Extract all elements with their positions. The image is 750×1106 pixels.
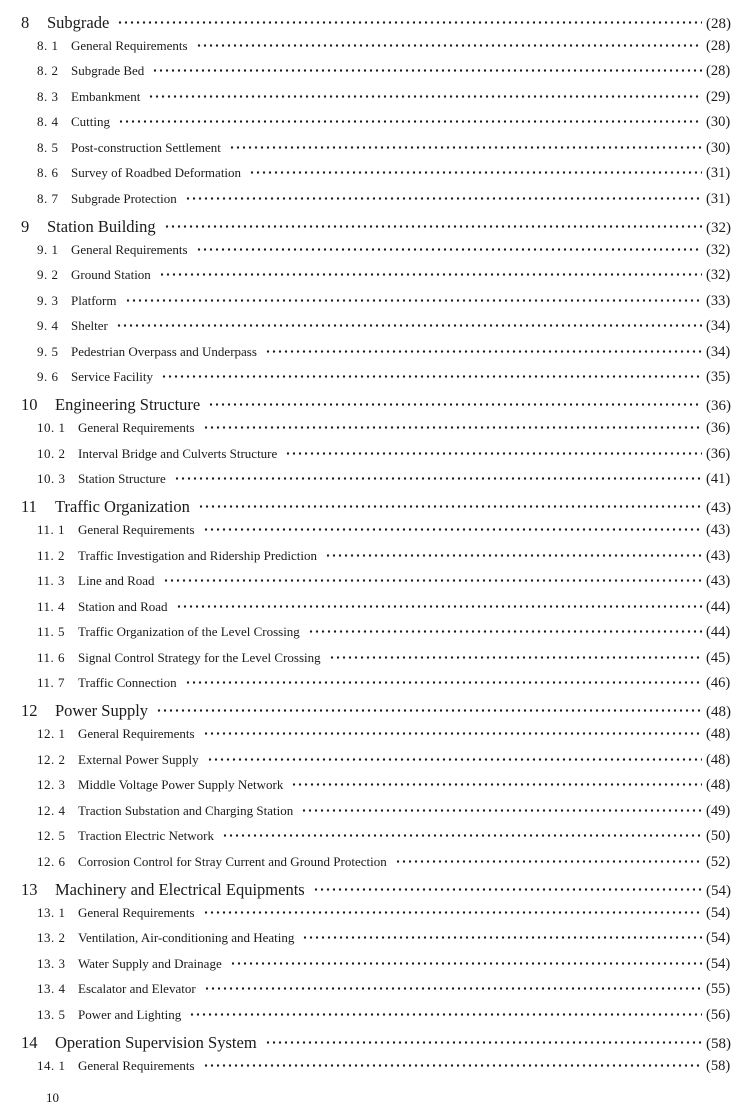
section-title: External Power Supply [78, 751, 199, 767]
dot-leader [203, 419, 702, 432]
chapter-number: 8 [21, 12, 30, 32]
page-reference: (50) [706, 828, 731, 844]
section-title: Embankment [71, 88, 141, 104]
section-title: Pedestrian Overpass and Underpass [71, 343, 257, 359]
page-reference: (48) [706, 777, 731, 793]
section-title: Station and Road [78, 598, 168, 614]
section-title: Cutting [71, 114, 111, 129]
dot-leader [156, 700, 702, 717]
dot-leader [325, 547, 702, 560]
dot-leader [196, 241, 702, 254]
section-title: General Requirements [78, 1057, 195, 1073]
dot-leader [301, 802, 702, 815]
dot-leader [291, 776, 702, 789]
toc-section-entry[interactable] [0, 190, 750, 216]
toc-section-entry[interactable] [0, 164, 750, 190]
page-reference: (28) [706, 37, 731, 54]
dot-leader [203, 725, 702, 738]
section-title: General Requirements [78, 904, 195, 920]
toc-section-entry[interactable] [0, 674, 750, 700]
section-title: Ground Station [71, 267, 151, 282]
toc-chapter-entry[interactable] [0, 496, 750, 522]
chapter-number: 10 [21, 395, 38, 414]
section-number: 9. 1 [37, 241, 59, 257]
dot-leader [229, 139, 702, 152]
dot-leader [185, 190, 702, 203]
chapter-title: Operation Supervision System [55, 1032, 257, 1052]
section-title: General Requirements [71, 241, 188, 257]
page-reference: (32) [706, 219, 731, 236]
page-reference: (54) [706, 904, 731, 921]
page-reference: (44) [706, 624, 731, 640]
chapter-number: 13 [21, 879, 38, 899]
page-reference: (34) [706, 318, 731, 334]
toc-chapter-entry[interactable] [0, 394, 750, 420]
toc-section-entry[interactable] [0, 572, 750, 598]
section-title: Ventilation, Air-conditioning and Heating [78, 930, 295, 945]
section-number: 12. 2 [37, 751, 66, 767]
section-number: 10. 1 [37, 420, 66, 435]
dot-leader [285, 445, 702, 458]
page-reference: (36) [706, 420, 731, 436]
section-number: 9. 5 [37, 343, 59, 359]
section-title: General Requirements [78, 522, 195, 537]
page-reference: (43) [706, 500, 731, 516]
page-number: 10 [46, 1090, 59, 1105]
page-reference: (33) [706, 292, 731, 309]
section-title: Shelter [71, 318, 108, 333]
section-number: 8. 4 [37, 114, 59, 129]
dot-leader [203, 1057, 702, 1070]
toc-section-entry[interactable] [0, 1057, 750, 1083]
dot-leader [117, 11, 702, 28]
page-reference: (30) [706, 139, 731, 156]
dot-leader [159, 266, 702, 279]
dot-leader [125, 292, 703, 305]
section-number: 11. 7 [37, 675, 66, 690]
toc-section-entry[interactable] [0, 904, 750, 930]
dot-leader [302, 929, 702, 942]
toc-chapter-entry[interactable] [0, 11, 750, 37]
section-number: 8. 3 [37, 88, 59, 104]
section-number: 13. 5 [37, 1006, 66, 1022]
dot-leader [148, 88, 702, 101]
section-number: 8. 5 [37, 139, 59, 155]
section-number: 8. 6 [37, 165, 59, 180]
section-number: 9. 4 [37, 318, 59, 333]
page-reference: (31) [706, 165, 731, 181]
dot-leader [230, 955, 702, 968]
dot-leader [198, 496, 702, 513]
toc-section-entry[interactable] [0, 547, 750, 573]
section-number: 12. 1 [37, 726, 66, 741]
toc-section-entry[interactable] [0, 802, 750, 828]
chapter-title: Machinery and Electrical Equipments [55, 879, 305, 899]
table-of-contents [0, 11, 750, 1082]
toc-chapter-entry[interactable] [0, 215, 750, 241]
page-reference: (46) [706, 675, 731, 691]
dot-leader [161, 368, 702, 381]
section-number: 12. 3 [37, 777, 66, 792]
chapter-number: 12 [21, 701, 38, 720]
section-title: Water Supply and Drainage [78, 955, 222, 971]
page-reference: (52) [706, 853, 731, 870]
section-number: 11. 2 [37, 547, 66, 563]
toc-section-entry[interactable] [0, 521, 750, 547]
section-title: Line and Road [78, 573, 155, 588]
dot-leader [152, 62, 702, 75]
toc-section-entry[interactable] [0, 445, 750, 471]
section-number: 11. 5 [37, 624, 66, 639]
page-reference: (48) [706, 751, 731, 768]
section-title: Subgrade Bed [71, 63, 145, 78]
chapter-title: Power Supply [55, 701, 149, 720]
toc-section-entry[interactable] [0, 88, 750, 114]
toc-section-entry[interactable] [0, 1006, 750, 1032]
dot-leader [208, 394, 702, 411]
dot-leader [395, 853, 702, 866]
dot-leader [308, 623, 702, 636]
section-number: 12. 5 [37, 828, 66, 843]
toc-section-entry[interactable] [0, 980, 750, 1006]
toc-section-entry[interactable] [0, 37, 750, 63]
toc-section-entry[interactable] [0, 776, 750, 802]
section-title: Signal Control Strategy for the Level Crossing [78, 649, 321, 665]
section-number: 12. 4 [37, 802, 66, 818]
section-number: 13. 2 [37, 930, 66, 945]
toc-section-entry[interactable] [0, 266, 750, 292]
page-reference: (32) [706, 241, 731, 258]
page-reference: (58) [706, 1057, 731, 1074]
section-number: 11. 3 [37, 573, 66, 588]
section-title: Traffic Connection [78, 675, 177, 690]
dot-leader [189, 1006, 702, 1019]
chapter-title: Engineering Structure [55, 395, 201, 414]
toc-section-entry[interactable] [0, 623, 750, 649]
toc-chapter-entry[interactable] [0, 700, 750, 726]
section-number: 11. 6 [37, 649, 66, 665]
page-reference: (31) [706, 190, 731, 207]
section-number: 9. 3 [37, 292, 59, 308]
dot-leader [222, 827, 702, 840]
page-reference: (44) [706, 598, 731, 615]
section-title: General Requirements [78, 420, 195, 435]
chapter-title: Traffic Organization [55, 497, 190, 516]
section-number: 9. 2 [37, 267, 59, 282]
toc-section-entry[interactable] [0, 62, 750, 88]
chapter-title: Subgrade [47, 12, 110, 32]
page-reference: (32) [706, 267, 731, 283]
toc-section-entry[interactable] [0, 929, 750, 955]
toc-section-entry[interactable] [0, 113, 750, 139]
dot-leader [185, 674, 702, 687]
dot-leader [203, 521, 702, 534]
section-title: Interval Bridge and Culverts Structure [78, 445, 278, 461]
chapter-title: Station Building [47, 216, 156, 236]
page-reference: (30) [706, 114, 731, 130]
page-reference: (45) [706, 649, 731, 666]
section-title: Power and Lighting [78, 1006, 182, 1022]
section-title: Traffic Organization of the Level Crossing [78, 624, 300, 639]
section-title: General Requirements [78, 726, 195, 741]
section-number: 12. 6 [37, 853, 66, 869]
section-number: 10. 2 [37, 445, 66, 461]
section-title: Traction Electric Network [78, 828, 214, 843]
page-reference: (43) [706, 573, 731, 589]
section-title: Corrosion Control for Stray Current and Ground Protection [78, 853, 387, 869]
toc-section-entry[interactable] [0, 139, 750, 165]
dot-leader [313, 878, 702, 895]
toc-section-entry[interactable] [0, 751, 750, 777]
toc-section-entry[interactable] [0, 241, 750, 267]
page-reference: (55) [706, 981, 731, 997]
page-reference: (41) [706, 471, 731, 487]
section-number: 11. 4 [37, 598, 66, 614]
page-reference: (36) [706, 398, 731, 414]
toc-section-entry[interactable] [0, 827, 750, 853]
page-reference: (49) [706, 802, 731, 819]
dot-leader [118, 113, 702, 126]
section-title: Subgrade Protection [71, 190, 177, 206]
section-title: Escalator and Elevator [78, 981, 196, 996]
page-reference: (54) [706, 882, 731, 899]
dot-leader [249, 164, 702, 177]
section-title: Survey of Roadbed Deformation [71, 165, 242, 180]
toc-section-entry[interactable] [0, 955, 750, 981]
toc-section-entry[interactable] [0, 343, 750, 369]
toc-section-entry[interactable] [0, 725, 750, 751]
page-reference: (34) [706, 343, 731, 360]
toc-section-entry[interactable] [0, 368, 750, 394]
section-title: General Requirements [71, 37, 188, 53]
chapter-number: 11 [21, 497, 37, 516]
chapter-number: 14 [21, 1032, 38, 1052]
toc-section-entry[interactable] [0, 649, 750, 675]
page-reference: (43) [706, 522, 731, 538]
section-number: 14. 1 [37, 1057, 66, 1073]
toc-section-entry[interactable] [0, 470, 750, 496]
dot-leader [174, 470, 702, 483]
dot-leader [265, 343, 702, 356]
section-title: Station Structure [78, 471, 166, 486]
page-reference: (56) [706, 1006, 731, 1023]
section-number: 13. 1 [37, 904, 66, 920]
page-reference: (43) [706, 547, 731, 564]
dot-leader [116, 317, 702, 330]
toc-section-entry[interactable] [0, 317, 750, 343]
section-title: Traction Substation and Charging Station [78, 802, 294, 818]
section-number: 10. 3 [37, 471, 66, 486]
section-title: Service Facility [71, 369, 153, 384]
section-title: Post-construction Settlement [71, 139, 221, 155]
section-title: Traffic Investigation and Ridership Prediction [78, 547, 318, 563]
toc-chapter-entry[interactable] [0, 1031, 750, 1057]
page-reference: (58) [706, 1035, 731, 1052]
section-number: 8. 2 [37, 63, 59, 78]
toc-section-entry[interactable] [0, 598, 750, 624]
page-reference: (48) [706, 726, 731, 742]
section-title: Platform [71, 292, 117, 308]
page-reference: (28) [706, 15, 731, 32]
chapter-number: 9 [21, 216, 30, 236]
section-title: Middle Voltage Power Supply Network [78, 777, 284, 792]
section-number: 11. 1 [37, 522, 66, 537]
section-number: 8. 1 [37, 37, 59, 53]
page-reference: (36) [706, 445, 731, 462]
toc-section-entry[interactable] [0, 292, 750, 318]
section-number: 13. 4 [37, 981, 66, 996]
toc-section-entry[interactable] [0, 853, 750, 879]
dot-leader [204, 980, 702, 993]
page-reference: (54) [706, 930, 731, 946]
page-reference: (28) [706, 63, 731, 79]
section-number: 9. 6 [37, 369, 59, 384]
toc-chapter-entry[interactable] [0, 878, 750, 904]
dot-leader [164, 215, 702, 232]
page-reference: (35) [706, 369, 731, 385]
dot-leader [163, 572, 702, 585]
dot-leader [329, 649, 702, 662]
page-reference: (48) [706, 704, 731, 720]
dot-leader [207, 751, 702, 764]
dot-leader [196, 37, 702, 50]
page-reference: (29) [706, 88, 731, 105]
section-number: 13. 3 [37, 955, 66, 971]
dot-leader [265, 1031, 702, 1048]
section-number: 8. 7 [37, 190, 59, 206]
toc-section-entry[interactable] [0, 419, 750, 445]
dot-leader [203, 904, 702, 917]
dot-leader [176, 598, 702, 611]
page-reference: (54) [706, 955, 731, 972]
